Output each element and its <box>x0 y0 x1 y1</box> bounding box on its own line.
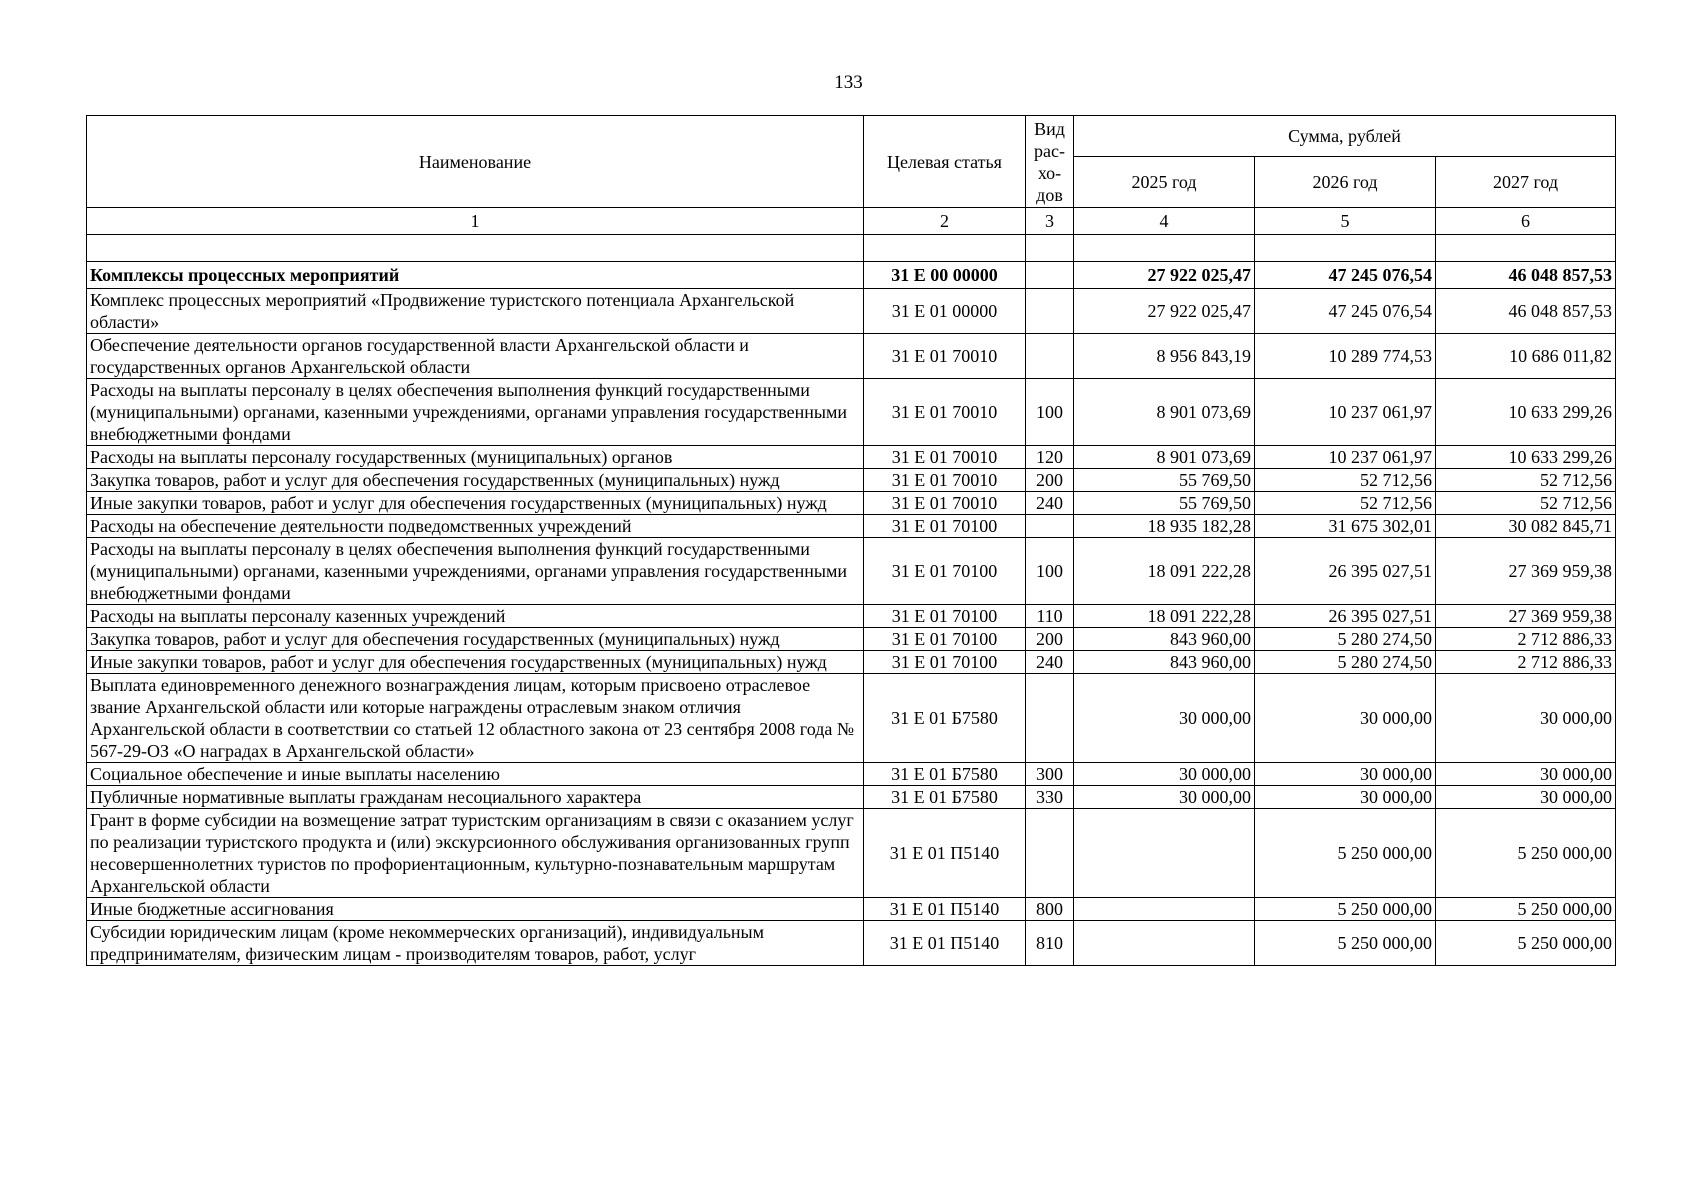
row-amount-2027: 30 000,00 <box>1436 763 1616 786</box>
row-amount-2026: 5 250 000,00 <box>1255 809 1436 898</box>
table-row <box>87 538 1616 605</box>
row-amount-2027: 46 048 857,53 <box>1436 262 1616 289</box>
column-number: 6 <box>1436 208 1616 235</box>
row-expense-type <box>1026 674 1074 763</box>
header-2025: 2025 год <box>1074 157 1255 208</box>
row-amount-2026: 30 000,00 <box>1255 674 1436 763</box>
row-name: Субсидии юридическим лицам (кроме некоммерческих организаций), индивидуальным предпринимателям, физическим лицам - производителям товаров, работ, услуг <box>87 921 864 966</box>
row-amount-2025: 18 091 222,28 <box>1074 538 1255 605</box>
row-amount-2025: 27 922 025,47 <box>1074 262 1255 289</box>
header-2026: 2026 год <box>1255 157 1436 208</box>
row-amount-2027: 5 250 000,00 <box>1436 809 1616 898</box>
row-amount-2025 <box>1074 921 1255 966</box>
table-row <box>87 651 1616 674</box>
header-vid-line: Вид <box>1034 118 1065 139</box>
row-target-code: 31 Е 01 70010 <box>864 469 1026 492</box>
row-amount-2027: 27 369 959,38 <box>1436 605 1616 628</box>
row-name: Иные закупки товаров, работ и услуг для обеспечения государственных (муниципальных) нужд <box>87 651 864 674</box>
row-amount-2026: 30 000,00 <box>1255 763 1436 786</box>
row-name: Закупка товаров, работ и услуг для обеспечения государственных (муниципальных) нужд <box>87 628 864 651</box>
row-amount-2027: 46 048 857,53 <box>1436 289 1616 334</box>
row-amount-2027: 10 686 011,82 <box>1436 334 1616 379</box>
table-row <box>87 898 1616 921</box>
table-row <box>87 289 1616 334</box>
row-amount-2026: 26 395 027,51 <box>1255 538 1436 605</box>
row-amount-2027: 30 000,00 <box>1436 786 1616 809</box>
row-amount-2026: 10 237 061,97 <box>1255 446 1436 469</box>
row-target-code: 31 Е 01 70100 <box>864 605 1026 628</box>
row-amount-2027: 2 712 886,33 <box>1436 628 1616 651</box>
row-amount-2025 <box>1074 898 1255 921</box>
row-target-code: 31 Е 01 70010 <box>864 492 1026 515</box>
row-name: Публичные нормативные выплаты гражданам несоциального характера <box>87 786 864 809</box>
row-amount-2026: 5 280 274,50 <box>1255 651 1436 674</box>
row-amount-2026: 30 000,00 <box>1255 786 1436 809</box>
row-expense-type <box>1026 515 1074 538</box>
row-amount-2026: 10 289 774,53 <box>1255 334 1436 379</box>
budget-table <box>86 115 1616 966</box>
row-expense-type <box>1026 262 1074 289</box>
row-amount-2025: 27 922 025,47 <box>1074 289 1255 334</box>
row-name: Комплексы процессных мероприятий <box>87 262 864 289</box>
table-row <box>87 605 1616 628</box>
row-target-code: 31 Е 01 П5140 <box>864 809 1026 898</box>
row-amount-2026: 5 250 000,00 <box>1255 921 1436 966</box>
row-target-code: 31 Е 00 00000 <box>864 262 1026 289</box>
row-expense-type <box>1026 334 1074 379</box>
row-expense-type: 240 <box>1026 651 1074 674</box>
row-name: Обеспечение деятельности органов государственной власти Архангельской области и государственных органов Архангельской области <box>87 334 864 379</box>
row-name: Грант в форме субсидии на возмещение затрат туристским организациям в связи с оказанием услуг по реализации туристского продукта и (или) экскурсионного обслуживания организованных групп несовершеннолетних туристов по профориентационным, культурно-познавательным маршрутам Архангельской области <box>87 809 864 898</box>
row-amount-2025: 843 960,00 <box>1074 628 1255 651</box>
row-amount-2026: 47 245 076,54 <box>1255 262 1436 289</box>
row-target-code: 31 Е 01 00000 <box>864 289 1026 334</box>
row-amount-2025: 8 901 073,69 <box>1074 446 1255 469</box>
table-row <box>87 446 1616 469</box>
row-target-code: 31 Е 01 П5140 <box>864 898 1026 921</box>
table-row <box>87 628 1616 651</box>
row-amount-2025 <box>1074 809 1255 898</box>
header-sum: Сумма, рублей <box>1074 116 1616 157</box>
row-target-code: 31 Е 01 70100 <box>864 515 1026 538</box>
header-target: Целевая статья <box>864 116 1026 208</box>
row-name: Социальное обеспечение и иные выплаты населению <box>87 763 864 786</box>
row-amount-2026: 5 250 000,00 <box>1255 898 1436 921</box>
column-number: 3 <box>1026 208 1074 235</box>
row-amount-2025: 55 769,50 <box>1074 492 1255 515</box>
blank-row <box>87 235 1616 262</box>
row-target-code: 31 Е 01 70100 <box>864 538 1026 605</box>
row-name: Выплата единовременного денежного вознаграждения лицам, которым присвоено отраслевое звание Архангельской области или которые награждены отраслевым знаком отличия Архангельской области в соответствии со статьей 12 областного закона от 23 сентября 2008 года № 567-29-ОЗ «О наградах в Архангельской области» <box>87 674 864 763</box>
row-name: Иные бюджетные ассигнования <box>87 898 864 921</box>
row-name: Иные закупки товаров, работ и услуг для обеспечения государственных (муниципальных) нужд <box>87 492 864 515</box>
table-row <box>87 515 1616 538</box>
row-amount-2027: 52 712,56 <box>1436 469 1616 492</box>
row-expense-type <box>1026 289 1074 334</box>
page-number: 133 <box>834 72 863 93</box>
row-target-code: 31 Е 01 70010 <box>864 379 1026 446</box>
row-amount-2027: 5 250 000,00 <box>1436 921 1616 966</box>
row-target-code: 31 Е 01 Б7580 <box>864 763 1026 786</box>
row-name: Закупка товаров, работ и услуг для обеспечения государственных (муниципальных) нужд <box>87 469 864 492</box>
row-expense-type: 120 <box>1026 446 1074 469</box>
table-row <box>87 763 1616 786</box>
row-expense-type: 200 <box>1026 469 1074 492</box>
header-name: Наименование <box>87 116 864 208</box>
column-number: 4 <box>1074 208 1255 235</box>
row-amount-2025: 18 935 182,28 <box>1074 515 1255 538</box>
row-amount-2026: 52 712,56 <box>1255 492 1436 515</box>
table-row <box>87 809 1616 898</box>
row-target-code: 31 Е 01 70010 <box>864 334 1026 379</box>
row-expense-type: 100 <box>1026 379 1074 446</box>
row-name: Расходы на выплаты персоналу казенных учреждений <box>87 605 864 628</box>
header-vid <box>1026 116 1074 208</box>
row-amount-2025: 843 960,00 <box>1074 651 1255 674</box>
row-amount-2025: 55 769,50 <box>1074 469 1255 492</box>
header-2027: 2027 год <box>1436 157 1616 208</box>
row-name: Расходы на выплаты персоналу в целях обеспечения выполнения функций государственными (муниципальными) органами, казенными учреждениями, органами управления государственными внебюджетными фондами <box>87 379 864 446</box>
header-vid-line: дов <box>1036 184 1063 205</box>
row-amount-2027: 52 712,56 <box>1436 492 1616 515</box>
row-amount-2027: 10 633 299,26 <box>1436 379 1616 446</box>
row-expense-type: 110 <box>1026 605 1074 628</box>
row-expense-type: 810 <box>1026 921 1074 966</box>
row-amount-2027: 30 000,00 <box>1436 674 1616 763</box>
column-number: 2 <box>864 208 1026 235</box>
table-row <box>87 786 1616 809</box>
table-row <box>87 921 1616 966</box>
row-expense-type: 240 <box>1026 492 1074 515</box>
table-row <box>87 262 1616 289</box>
table-row <box>87 492 1616 515</box>
header-vid-line: рас- <box>1034 140 1065 161</box>
row-name: Расходы на обеспечение деятельности подведомственных учреждений <box>87 515 864 538</box>
row-amount-2026: 31 675 302,01 <box>1255 515 1436 538</box>
row-amount-2026: 5 280 274,50 <box>1255 628 1436 651</box>
row-amount-2027: 10 633 299,26 <box>1436 446 1616 469</box>
row-amount-2027: 5 250 000,00 <box>1436 898 1616 921</box>
row-expense-type: 300 <box>1026 763 1074 786</box>
table-row <box>87 334 1616 379</box>
row-amount-2025: 30 000,00 <box>1074 674 1255 763</box>
row-amount-2026: 52 712,56 <box>1255 469 1436 492</box>
row-target-code: 31 Е 01 Б7580 <box>864 674 1026 763</box>
row-amount-2026: 26 395 027,51 <box>1255 605 1436 628</box>
row-amount-2025: 30 000,00 <box>1074 786 1255 809</box>
table-row <box>87 379 1616 446</box>
row-target-code: 31 Е 01 Б7580 <box>864 786 1026 809</box>
column-number: 1 <box>87 208 864 235</box>
row-amount-2025: 8 901 073,69 <box>1074 379 1255 446</box>
row-target-code: 31 Е 01 70100 <box>864 628 1026 651</box>
column-numbers-row <box>87 208 1616 235</box>
header-vid-line: хо- <box>1037 162 1062 183</box>
row-expense-type: 100 <box>1026 538 1074 605</box>
row-target-code: 31 Е 01 П5140 <box>864 921 1026 966</box>
row-amount-2027: 2 712 886,33 <box>1436 651 1616 674</box>
column-number: 5 <box>1255 208 1436 235</box>
table-row <box>87 469 1616 492</box>
row-expense-type: 200 <box>1026 628 1074 651</box>
row-expense-type: 330 <box>1026 786 1074 809</box>
row-name: Расходы на выплаты персоналу в целях обеспечения выполнения функций государственными (муниципальными) органами, казенными учреждениями, органами управления государственными внебюджетными фондами <box>87 538 864 605</box>
row-amount-2027: 27 369 959,38 <box>1436 538 1616 605</box>
row-amount-2025: 8 956 843,19 <box>1074 334 1255 379</box>
table-row <box>87 674 1616 763</box>
row-expense-type <box>1026 809 1074 898</box>
table-body <box>87 262 1616 966</box>
row-amount-2026: 10 237 061,97 <box>1255 379 1436 446</box>
row-expense-type: 800 <box>1026 898 1074 921</box>
row-amount-2025: 18 091 222,28 <box>1074 605 1255 628</box>
row-name: Расходы на выплаты персоналу государственных (муниципальных) органов <box>87 446 864 469</box>
row-target-code: 31 Е 01 70010 <box>864 446 1026 469</box>
row-amount-2025: 30 000,00 <box>1074 763 1255 786</box>
row-amount-2026: 47 245 076,54 <box>1255 289 1436 334</box>
row-target-code: 31 Е 01 70100 <box>864 651 1026 674</box>
row-name: Комплекс процессных мероприятий «Продвижение туристского потенциала Архангельской области» <box>87 289 864 334</box>
row-amount-2027: 30 082 845,71 <box>1436 515 1616 538</box>
